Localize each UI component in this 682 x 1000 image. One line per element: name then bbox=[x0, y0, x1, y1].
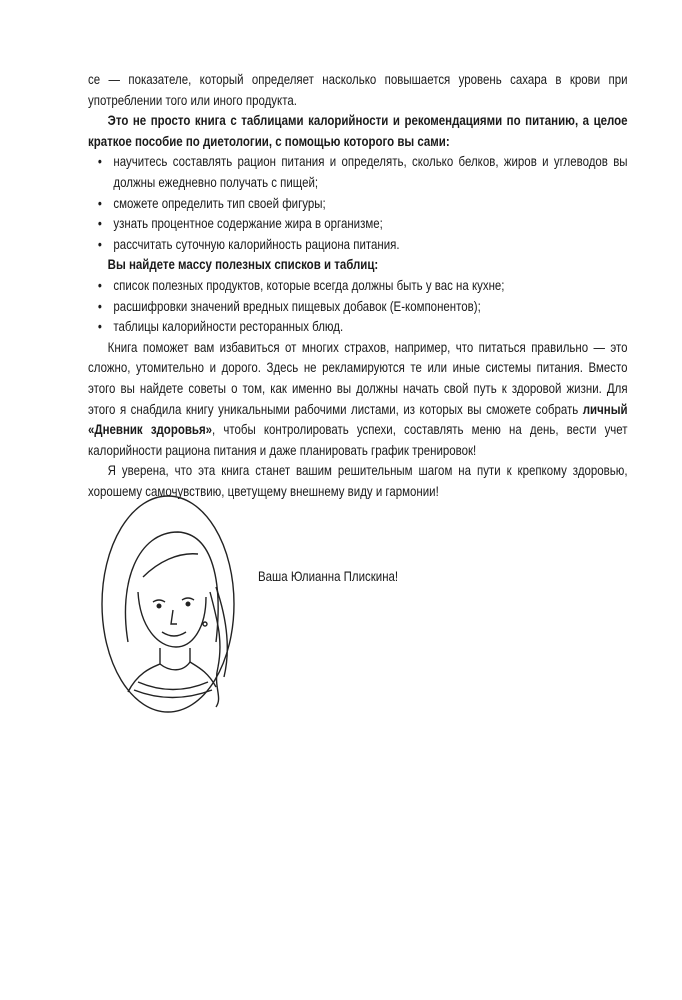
list-tables bbox=[88, 275, 628, 337]
list-item: • узнать процентное содержание жира в организме; bbox=[88, 213, 628, 234]
list-item: • рассчитать суточную калорийность рациона питания. bbox=[88, 234, 628, 255]
list-item: • таблицы калорийности ресторанных блюд. bbox=[88, 316, 628, 337]
text: Книга поможет вам избавиться от многих страхов, например, что питаться правильно — это сложно, утомительно и дорого. Здесь не рекламируются те или иные системы питания. Вместо этого вы найдете советы о том, как именно вы должны начать свой путь к здоровой жизни. Для этого я снабдила книгу уникальными рабочими листами, из которых вы сможете собрать bbox=[88, 338, 628, 417]
paragraph-intro: се — показателе, который определяет насколько повышается уровень сахара в крови при употреблении того или иного продукта. bbox=[88, 71, 628, 108]
list-item: • расшифровки значений вредных пищевых добавок (Е-компонентов); bbox=[88, 296, 628, 317]
list-item: • сможете определить тип своей фигуры; bbox=[88, 193, 628, 214]
paragraph-book-purpose bbox=[88, 110, 628, 151]
paragraph-closing: Я уверена, что эта книга станет вашим решительным шагом на пути к крепкому здоровью, хорошему самочувствию, цветущему внешнему виду и гармонии! bbox=[88, 462, 628, 499]
list-item: • научитесь составлять рацион питания и определять, сколько белков, жиров и углеводов вы должны ежедневно получать с пищей; bbox=[88, 151, 628, 192]
list-item: • список полезных продуктов, которые всегда должны быть у вас на кухне; bbox=[88, 275, 628, 296]
bold-lead: Это не просто книга с таблицами калорийности и рекомендациями по питанию, а целое краткое пособие по диетологии, с помощью которого вы сами: bbox=[88, 112, 628, 149]
bold-lead: Вы найдете массу полезных списков и таблиц: bbox=[107, 256, 379, 273]
author-portrait-illustration bbox=[98, 492, 243, 722]
diary-title: личный «Дневник здоровья» bbox=[88, 400, 628, 438]
paragraph-benefits bbox=[88, 337, 628, 461]
body-text bbox=[88, 69, 628, 501]
paragraph-lists-heading bbox=[88, 254, 628, 275]
author-signature: Ваша Юлианна Плискина! bbox=[258, 568, 399, 584]
list-skills bbox=[88, 151, 628, 254]
text: , чтобы контролировать успехи, составлять меню на день, вести учет калорийности рациона питания и даже планировать график тренировок! bbox=[88, 421, 628, 458]
